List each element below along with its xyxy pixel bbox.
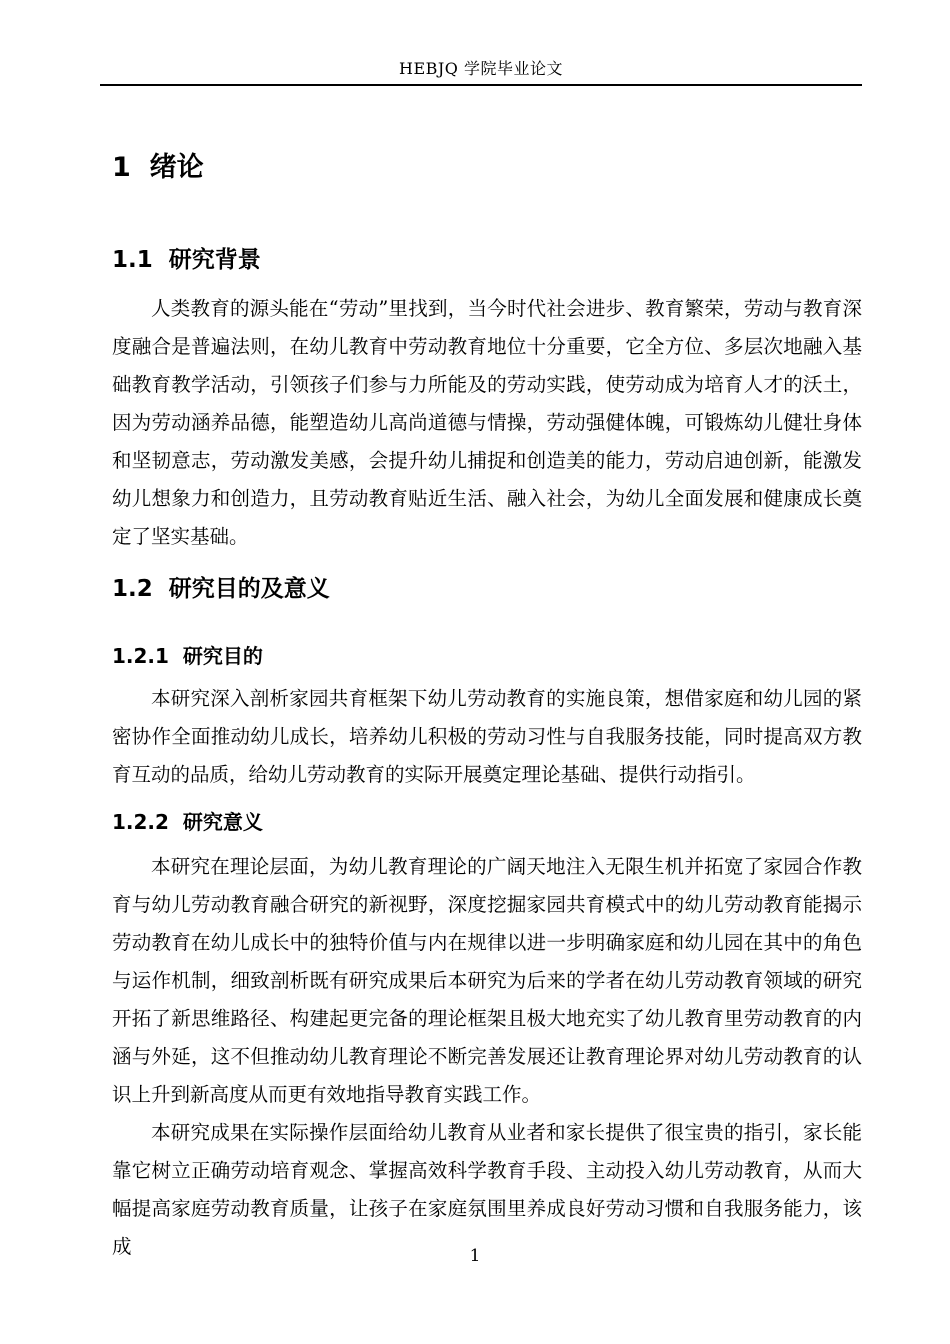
chapter-heading: 1 绪论: [112, 151, 204, 183]
paragraph-research-purpose: 本研究深入剖析家园共育框架下幼儿劳动教育的实施良策，想借家庭和幼儿园的紧密协作全面推动幼儿成长，培养幼儿积极的劳动习性与自我服务技能，同时提高双方教育互动的品质，给幼儿劳动教育的实际开展奠定理论基础、提供行动指引。: [112, 686, 862, 786]
page-header: [100, 0, 862, 86]
page-number: 1: [469, 1246, 481, 1266]
page-footer: [0, 1246, 950, 1266]
section-heading-research-background: 1.1 研究背景: [112, 246, 261, 273]
header-title: HEBJQ 学院毕业论文: [398, 59, 563, 78]
subsection-heading-research-significance: 1.2.2 研究意义: [112, 809, 263, 834]
paragraph-practical-significance: 本研究成果在实际操作层面给幼儿教育从业者和家长提供了很宝贵的指引，家长能靠它树立正确劳动培育观念、掌握高效科学教育手段、主动投入幼儿劳动教育，从而大幅提高家庭劳动教育质量，让孩子在家庭氛围里养成良好劳动习惯和自我服务能力，该成: [112, 1120, 862, 1258]
paragraph-theoretical-significance: 本研究在理论层面，为幼儿教育理论的广阔天地注入无限生机并拓宽了家园合作教育与幼儿劳动教育融合研究的新视野，深度挖掘家园共育模式中的幼儿劳动教育能揭示劳动教育在幼儿成长中的独特价值与内在规律以进一步明确家庭和幼儿园在其中的角色与运作机制，细致剖析既有研究成果后本研究为后来的学者在幼儿劳动教育领域的研究开拓了新思维路径、构建起更完备的理论框架且极大地充实了幼儿教育里劳动教育的内涵与外延，这不但推动幼儿教育理论不断完善发展还让教育理论界对幼儿劳动教育的认识上升到新高度从而更有效地指导教育实践工作。: [112, 854, 862, 1106]
subsection-heading-research-purpose: 1.2.1 研究目的: [112, 643, 263, 668]
document-body: [112, 152, 862, 1266]
section-heading-purpose-and-significance: 1.2 研究目的及意义: [112, 576, 330, 603]
paragraph-research-background: 人类教育的源头能在“劳动”里找到，当今时代社会进步、教育繁荣，劳动与教育深度融合是普遍法则，在幼儿教育中劳动教育地位十分重要，它全方位、多层次地融入基础教育教学活动，引领孩子们参与力所能及的劳动实践，使劳动成为培育人才的沃土，因为劳动涵养品德，能塑造幼儿高尚道德与情操，劳动强健体魄，可锻炼幼儿健壮身体和坚韧意志，劳动激发美感，会提升幼儿捕捉和创造美的能力，劳动启迪创新，能激发幼儿想象力和创造力，且劳动教育贴近生活、融入社会，为幼儿全面发展和健康成长奠定了坚实基础。: [112, 297, 862, 549]
